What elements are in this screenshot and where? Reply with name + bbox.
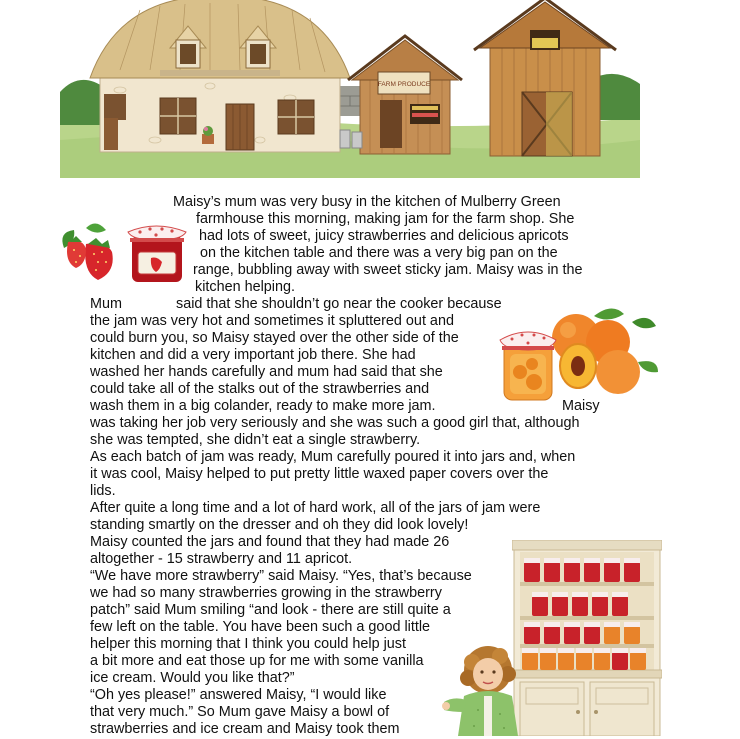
doll-illustration	[438, 640, 534, 736]
story-line: altogether - 15 strawberry and 11 apricot.	[90, 551, 353, 567]
story-line: could take all of the stalks out of the strawberries and	[90, 381, 430, 397]
story-line: Maisy counted the jars and found that they had made 26	[90, 534, 450, 550]
dresser-jars-illustration	[512, 540, 662, 736]
story-line: few left on the table. You have been such a good little	[90, 619, 431, 635]
story-line: was taking her job very seriously and she was such a good girl that, although	[90, 415, 580, 431]
story-line: ice cream. Would you like that?”	[90, 670, 295, 686]
story-line: As each batch of jam was ready, Mum carefully poured it into jars and, when	[90, 449, 576, 465]
story-line: helper this morning that I think you could help just	[90, 636, 406, 652]
story-line: that very much.” So Mum gave Maisy a bowl of	[90, 704, 390, 720]
story-line: kitchen helping.	[195, 279, 296, 295]
story-line: standing smartly on the dresser and oh they did look lovely!	[90, 517, 469, 533]
story-line: on the kitchen table and there was a very big pan on the	[200, 245, 558, 261]
story-line: it was cool, Maisy helped to put pretty little waxed paper covers over the	[90, 466, 549, 482]
story-line: lids.	[90, 483, 116, 499]
story-line: “Oh yes please!” answered Maisy, “I would like	[90, 687, 387, 703]
farm-scene-illustration	[60, 0, 640, 178]
story-line: washed her hands carefully and mum had said that she	[90, 364, 443, 380]
story-line: wash them in a big colander, ready to make more jam.	[90, 398, 436, 414]
story-line: could burn you, so Maisy stayed over the other side of the	[90, 330, 459, 346]
story-line: Mum	[90, 296, 122, 312]
story-line: kitchen and did a very important job there. She had	[90, 347, 416, 363]
story-line: a bit more and eat those up for me with some vanilla	[90, 653, 424, 669]
story-line: range, bubbling away with sweet sticky jam. Maisy was in the	[193, 262, 583, 278]
story-line: strawberries and ice cream and Maisy took them	[90, 721, 400, 737]
farm-produce-sign: FARM PRODUCE	[377, 81, 431, 88]
story-line: After quite a long time and a lot of hard work, all of the jars of jam were	[90, 500, 541, 516]
apricot-jam-illustration	[498, 302, 660, 406]
story-line: farmhouse this morning, making jam for the farm shop. She	[196, 211, 575, 227]
story-line: the jam was very hot and sometimes it spluttered out and	[90, 313, 454, 329]
story-line: had lots of sweet, juicy strawberries and delicious apricots	[199, 228, 569, 244]
story-line: said that she shouldn’t go near the cooker because	[176, 296, 502, 312]
story-line: Maisy’s mum was very busy in the kitchen of Mulberry Green	[173, 194, 561, 210]
story-line: Maisy	[562, 398, 600, 414]
story-line: patch” said Mum smiling “and look - there are still quite a	[90, 602, 451, 618]
story-line: “We have more strawberry” said Maisy. “Yes, that’s because	[90, 568, 472, 584]
strawberry-jam-jar-illustration	[56, 218, 188, 284]
story-line: she was tempted, she didn’t eat a single strawberry.	[90, 432, 421, 448]
story-line: we had so many strawberries growing in the strawberry	[90, 585, 442, 601]
